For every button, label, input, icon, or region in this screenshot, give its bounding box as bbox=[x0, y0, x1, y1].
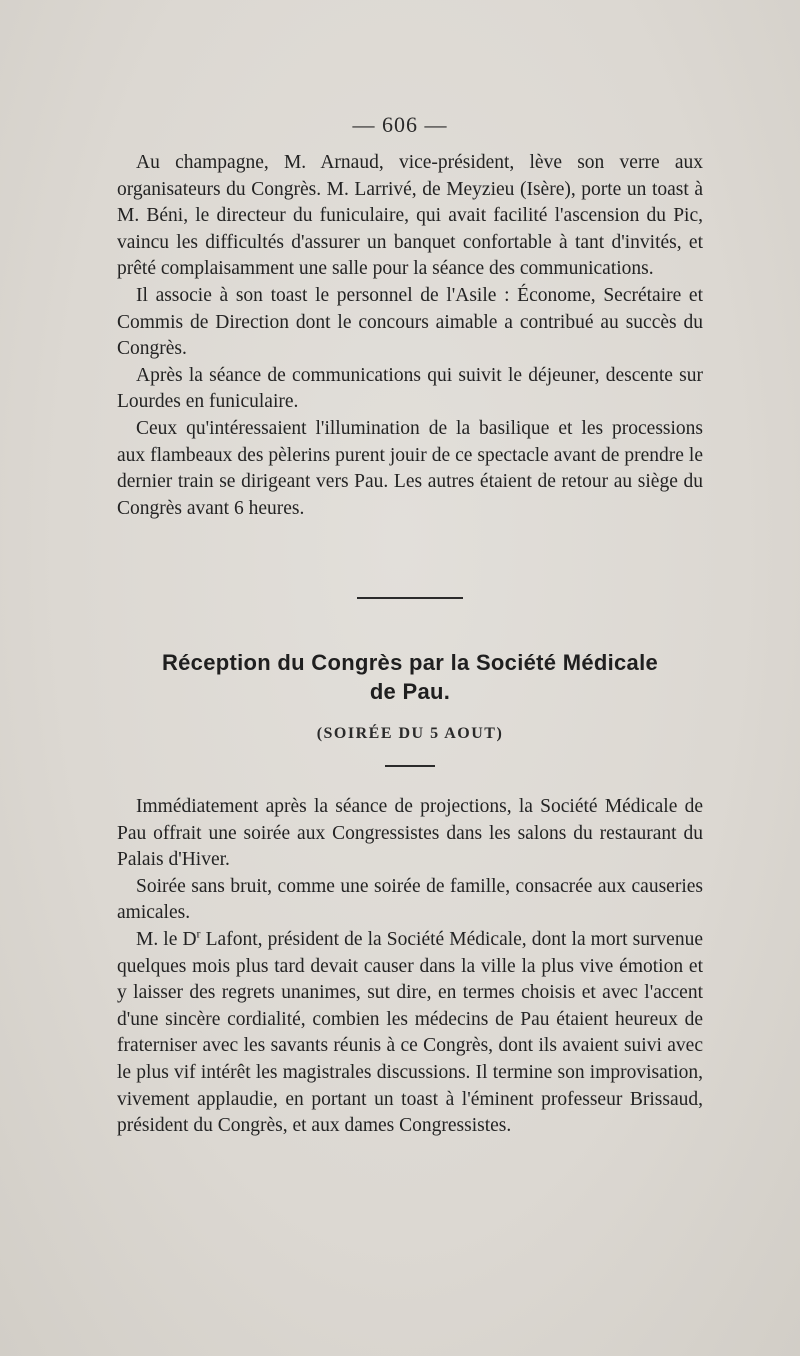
paragraph: Ceux qu'intéressaient l'illumination de la basilique et les processions aux flambeaux des pèlerins purent jouir de ce spectacle avant de prendre le dernier train se dirigeant vers Pau. Les autres étaient de retour au siège du Congrès avant 6 heures. bbox=[117, 417, 703, 519]
paragraph-text: Lafont, président de la Société Médicale, dont la mort survenue quelques mois plus tard devait causer dans la ville la plus vive émotion et y laisser des regrets unanimes, sut dire, en termes choisis et avec l'accent d'une sincère cordialité, combien les médecins de Pau étaient heureux de fraterniser avec les savants réunis à ce Congrès, dont ils avaient suivi avec le plus vif intérêt les magistrales discussions. Il termine son improvisation, vivement applaudie, en portant un toast à l'éminent professeur Brissaud, président du Congrès, et aux dames Congressistes. bbox=[117, 928, 703, 1137]
paragraph: Au champagne, M. Arnaud, vice-président, lève son verre aux organisateurs du Congrès. M. Larrivé, de Meyzieu (Isère), porte un toast à M. Béni, le directeur du funiculaire, qui avait facilité l'ascension du Pic, vaincu les difficultés d'assurer un banquet confortable à tant d'invités, et prêté complaisamment une salle pour la séance des communications. bbox=[117, 152, 703, 280]
paragraph: Il associe à son toast le personnel de l'Asile : Économe, Secrétaire et Commis de Direction dont le concours aimable a contribué au succès du Congrès. bbox=[117, 284, 703, 360]
page-number: — 606 — bbox=[352, 112, 448, 137]
paragraph bbox=[117, 927, 703, 1140]
heading-line-2: de Pau. bbox=[369, 679, 451, 704]
subtitle-divider bbox=[385, 765, 435, 767]
paragraph: Soirée sans bruit, comme une soirée de famille, consacrée aux causeries amicales. bbox=[117, 875, 703, 924]
section-heading bbox=[0, 648, 800, 706]
paragraph: Immédiatement après la séance de projections, la Société Médicale de Pau offrait une soirée aux Congressistes dans les salons du restaurant du Palais d'Hiver. bbox=[117, 796, 703, 871]
section-banquet bbox=[117, 150, 703, 522]
paragraph-prefix: M. le D bbox=[136, 928, 197, 950]
section-subtitle: (SOIRÉE DU 5 AOUT) bbox=[316, 725, 504, 742]
section-divider bbox=[357, 597, 463, 599]
paragraph: Après la séance de communications qui suivit le déjeuner, descente sur Lourdes en funiculaire. bbox=[117, 364, 703, 413]
superscript: r bbox=[196, 926, 201, 941]
heading-line-1: Réception du Congrès par la Société Médicale bbox=[161, 650, 659, 675]
section-reception bbox=[117, 794, 703, 1140]
